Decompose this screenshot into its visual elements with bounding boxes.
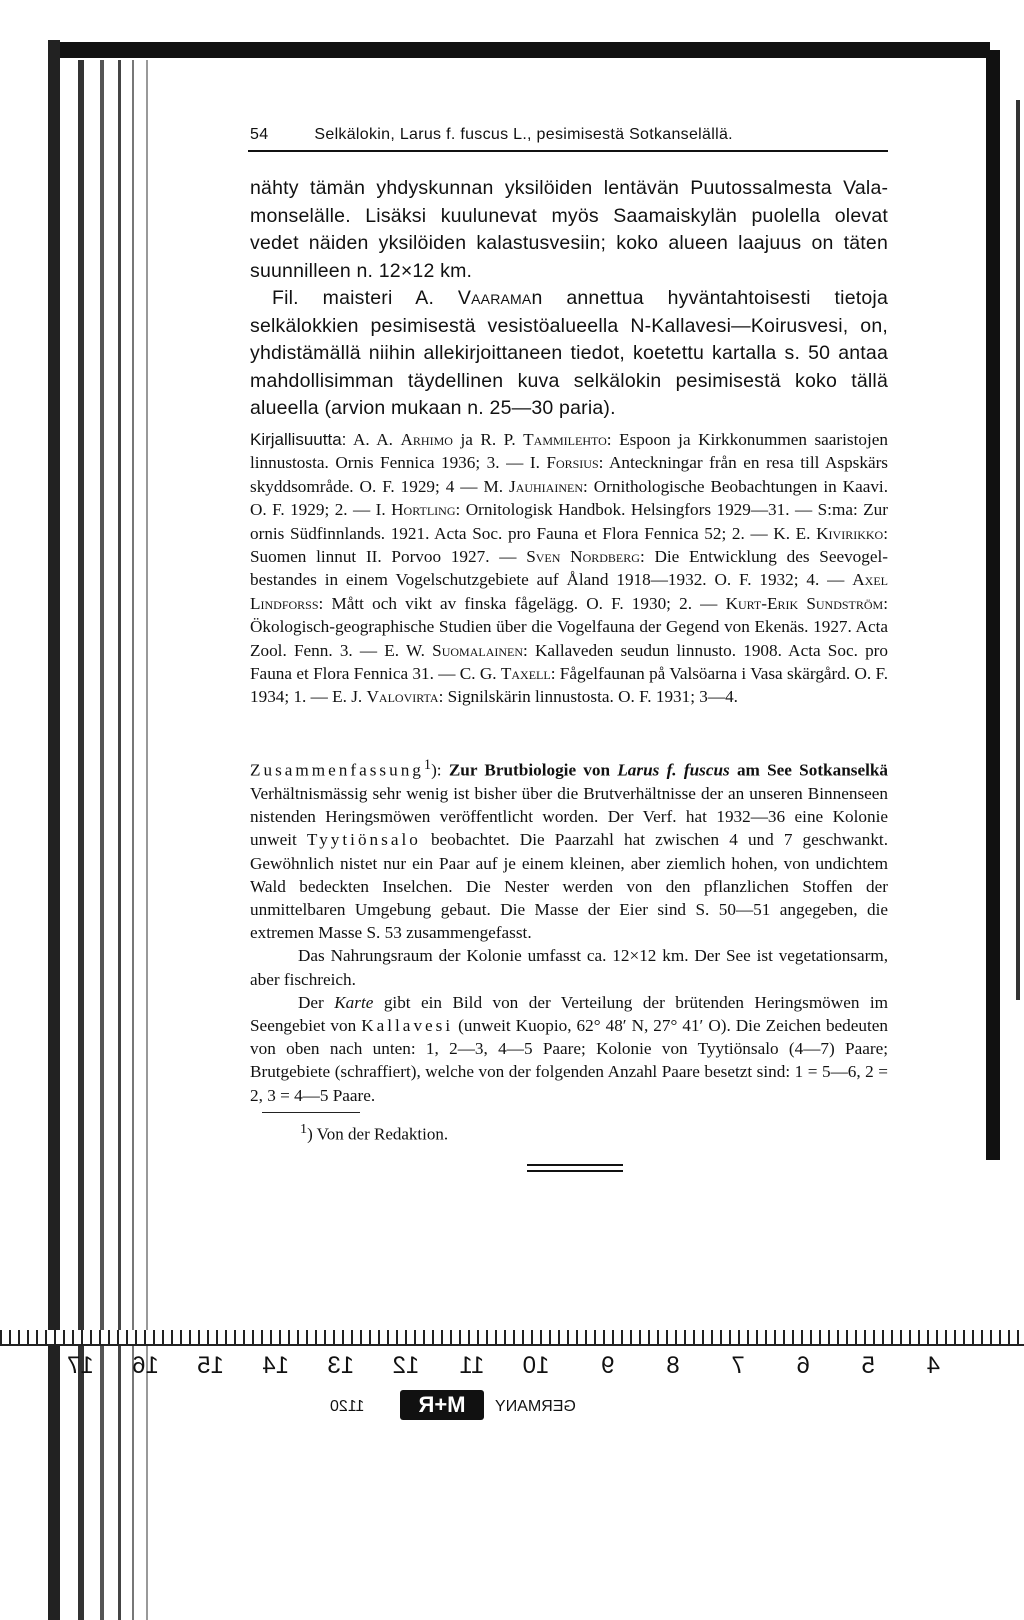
ruler-number: 11 — [459, 1352, 485, 1379]
bibliography-label: Kirjallisuutta: — [250, 430, 347, 449]
ruler-number: 12 — [392, 1352, 420, 1379]
ruler-number: 4 — [926, 1352, 940, 1379]
running-head — [250, 126, 890, 144]
ruler-brand: GERMANY — [495, 1398, 576, 1415]
summary-paragraph-3: Der Karte gibt ein Bild von der Verteilung der brütenden Heringsmöwen im Seengebiet von Kallavesi (unweit Kuopio, 62° 48′ N, 27° 41′ O). Die Zeichen bedeuten von oben nach unten: 1, 2—3, 4—5 Paare; Kolonie von Tyytiönsalo (4—7) Paare; Brutgebiete (schraffiert), welche von der folgenden Anzahl Paare besetzt sind: 1 = 5—6, 2 = 2, 3 = 4—5 Paare. — [250, 992, 889, 1105]
end-rule-top — [527, 1164, 623, 1166]
summary-paragraph-1: Zusammenfassung$^1$): Zur Brutbiologie von Larus f. fuscus am See Sotkanselkä Verhältnismässig sehr wenig ist bisher über die Brutverhältnisse der an unseren Binnenseen nistenden Heringsmöwen veröffentlicht worden. Der Verf. hat 1932—36 eine Kolonie unweit Tyytiönsalo beobachtet. Die Paarzahl hat zwischen 4 und 7 geschwankt. Gewöhnlich nistet nur ein Paar auf je einem kleinen, aber ziemlich hohen, von undichtem Wald bedeckten Inselchen. Die Nester werden von den pflanzlichen Stoffen der unmittelbaren Umgebung gebaut. Die Masse der Eier sind S. 50—51 angegeben, die extremen Masse S. 53 zusammengefasst. — [250, 757, 888, 943]
ruler-code: 1120 — [330, 1398, 365, 1415]
footnote-rule — [262, 1112, 360, 1113]
ruler-number: 5 — [861, 1352, 875, 1379]
ruler-number: 6 — [796, 1352, 810, 1379]
scan-border-left — [0, 40, 150, 1620]
german-summary — [250, 754, 888, 1107]
ruler-number: 13 — [327, 1352, 355, 1379]
finnish-paragraph-2: Fil. maisteri A. Vaaraman annettua hyväntahtoisesti tietoja selkälokkien pesimisestä vesistöalueella N-Kallavesi—Koirusvesi, on, yhdistämällä niihin allekirjoittaneen tiedot, koetettu kartalla s. 50 antaa mahdollisimman täydellinen kuva selkälokin pesimisestä koko tällä alueella (arvion mukaan n. 25—30 paria). — [250, 287, 888, 419]
author-name: Vaarama — [457, 287, 532, 309]
ruler-number: 14 — [262, 1352, 289, 1379]
ruler-number: 10 — [522, 1352, 550, 1379]
ruler-number: 17 — [67, 1352, 94, 1379]
ruler-number: 9 — [601, 1352, 615, 1379]
summary-label: Zusammenfassung — [250, 760, 424, 780]
ruler-numbers — [10, 1352, 1000, 1382]
scanner-logo: M+R — [400, 1390, 484, 1420]
summary-title: Zur Brutbiologie von Larus f. fuscus am See Sotkanselkä — [448, 760, 888, 780]
running-title: Selkälokin, Larus f. fuscus L., pesimisestä Sotkanselällä. — [314, 126, 733, 143]
scan-border-right — [986, 50, 1000, 1160]
finnish-paragraph-1: nähty tämän yhdyskunnan yksilöiden lentävän Puutossalmesta Valamonselälle. Lisäksi kuulunevat myös Saamaiskylän puolella olevat vedet näiden yksilöiden kalastusvesiin; koko alueen laajuus on täten suunnilleen n. 12×12 km. — [250, 177, 888, 282]
end-rule-bottom — [527, 1170, 623, 1172]
summary-paragraph-2: Das Nahrungsraum der Kolonie umfasst ca. 12×12 km. Der See ist vegetationsarm, aber fischreich. — [250, 946, 888, 989]
scan-border-top — [60, 36, 990, 60]
page-number: 54 — [250, 126, 269, 143]
footnote: $^1$) Von der Redaktion. — [300, 1121, 449, 1144]
ruler-number: 7 — [731, 1352, 745, 1379]
bibliography: Kirjallisuutta: A. A. Arhimo ja R. P. Tammilehto: Espoon ja Kirkkonummen saaristojen linnustosta. Ornis Fennica 1936; 3. — I. Forsius: Anteckningar från en resa till Aspskärs skyddsområde. O. F. 1929; 4 — M. Jauhiainen: Ornithologische Beobachtungen in Kaavi. O. F. 1929; 2. — I. Hortling: Ornitologisk Handbok. Helsingfors 1929—31. — S:ma: Zur ornis Südfinnlands. 1921. Acta Soc. pro Fauna et Flora Fennica 52; 2. — K. E. Kivirikko: Suomen linnut II. Porvoo 1927. — Sven Nordberg: Die Entwicklung des Seevogelbestandes in einem Vogelschutzgebiete auf Åland 1918—1932. O. F. 1932; 4. — Axel Lindforss: Mått och vikt av finska fågelägg. O. F. 1930; 2. — Kurt-Erik Sundström: Ökologisch-geographische Studien über die Vogelfauna der Gegend von Ekenäs. 1927. Acta Zool. Fenn. 3. — E. W. Suomalainen: Kallaveden seudun linnusto. 1908. Acta Soc. pro Fauna et Flora Fennica 31. — C. G. Taxell: Fågelfaunan på Valsöarna i Vasa skärgård. O. F. 1934; 1. — E. J. Valovirta: Signilskärin linnustosta. O. F. 1931; 3—4. — [250, 430, 889, 707]
ruler-ticks — [0, 1330, 1024, 1344]
ruler-number: 15 — [197, 1352, 224, 1379]
scan-border-right-thin — [1016, 100, 1020, 1000]
finnish-text — [250, 175, 888, 423]
ruler-number: 16 — [132, 1352, 159, 1379]
ruler-line — [0, 1344, 1024, 1346]
ruler-number: 8 — [666, 1352, 680, 1379]
header-rule — [248, 150, 888, 152]
footnote-ref: 1 — [423, 757, 432, 773]
